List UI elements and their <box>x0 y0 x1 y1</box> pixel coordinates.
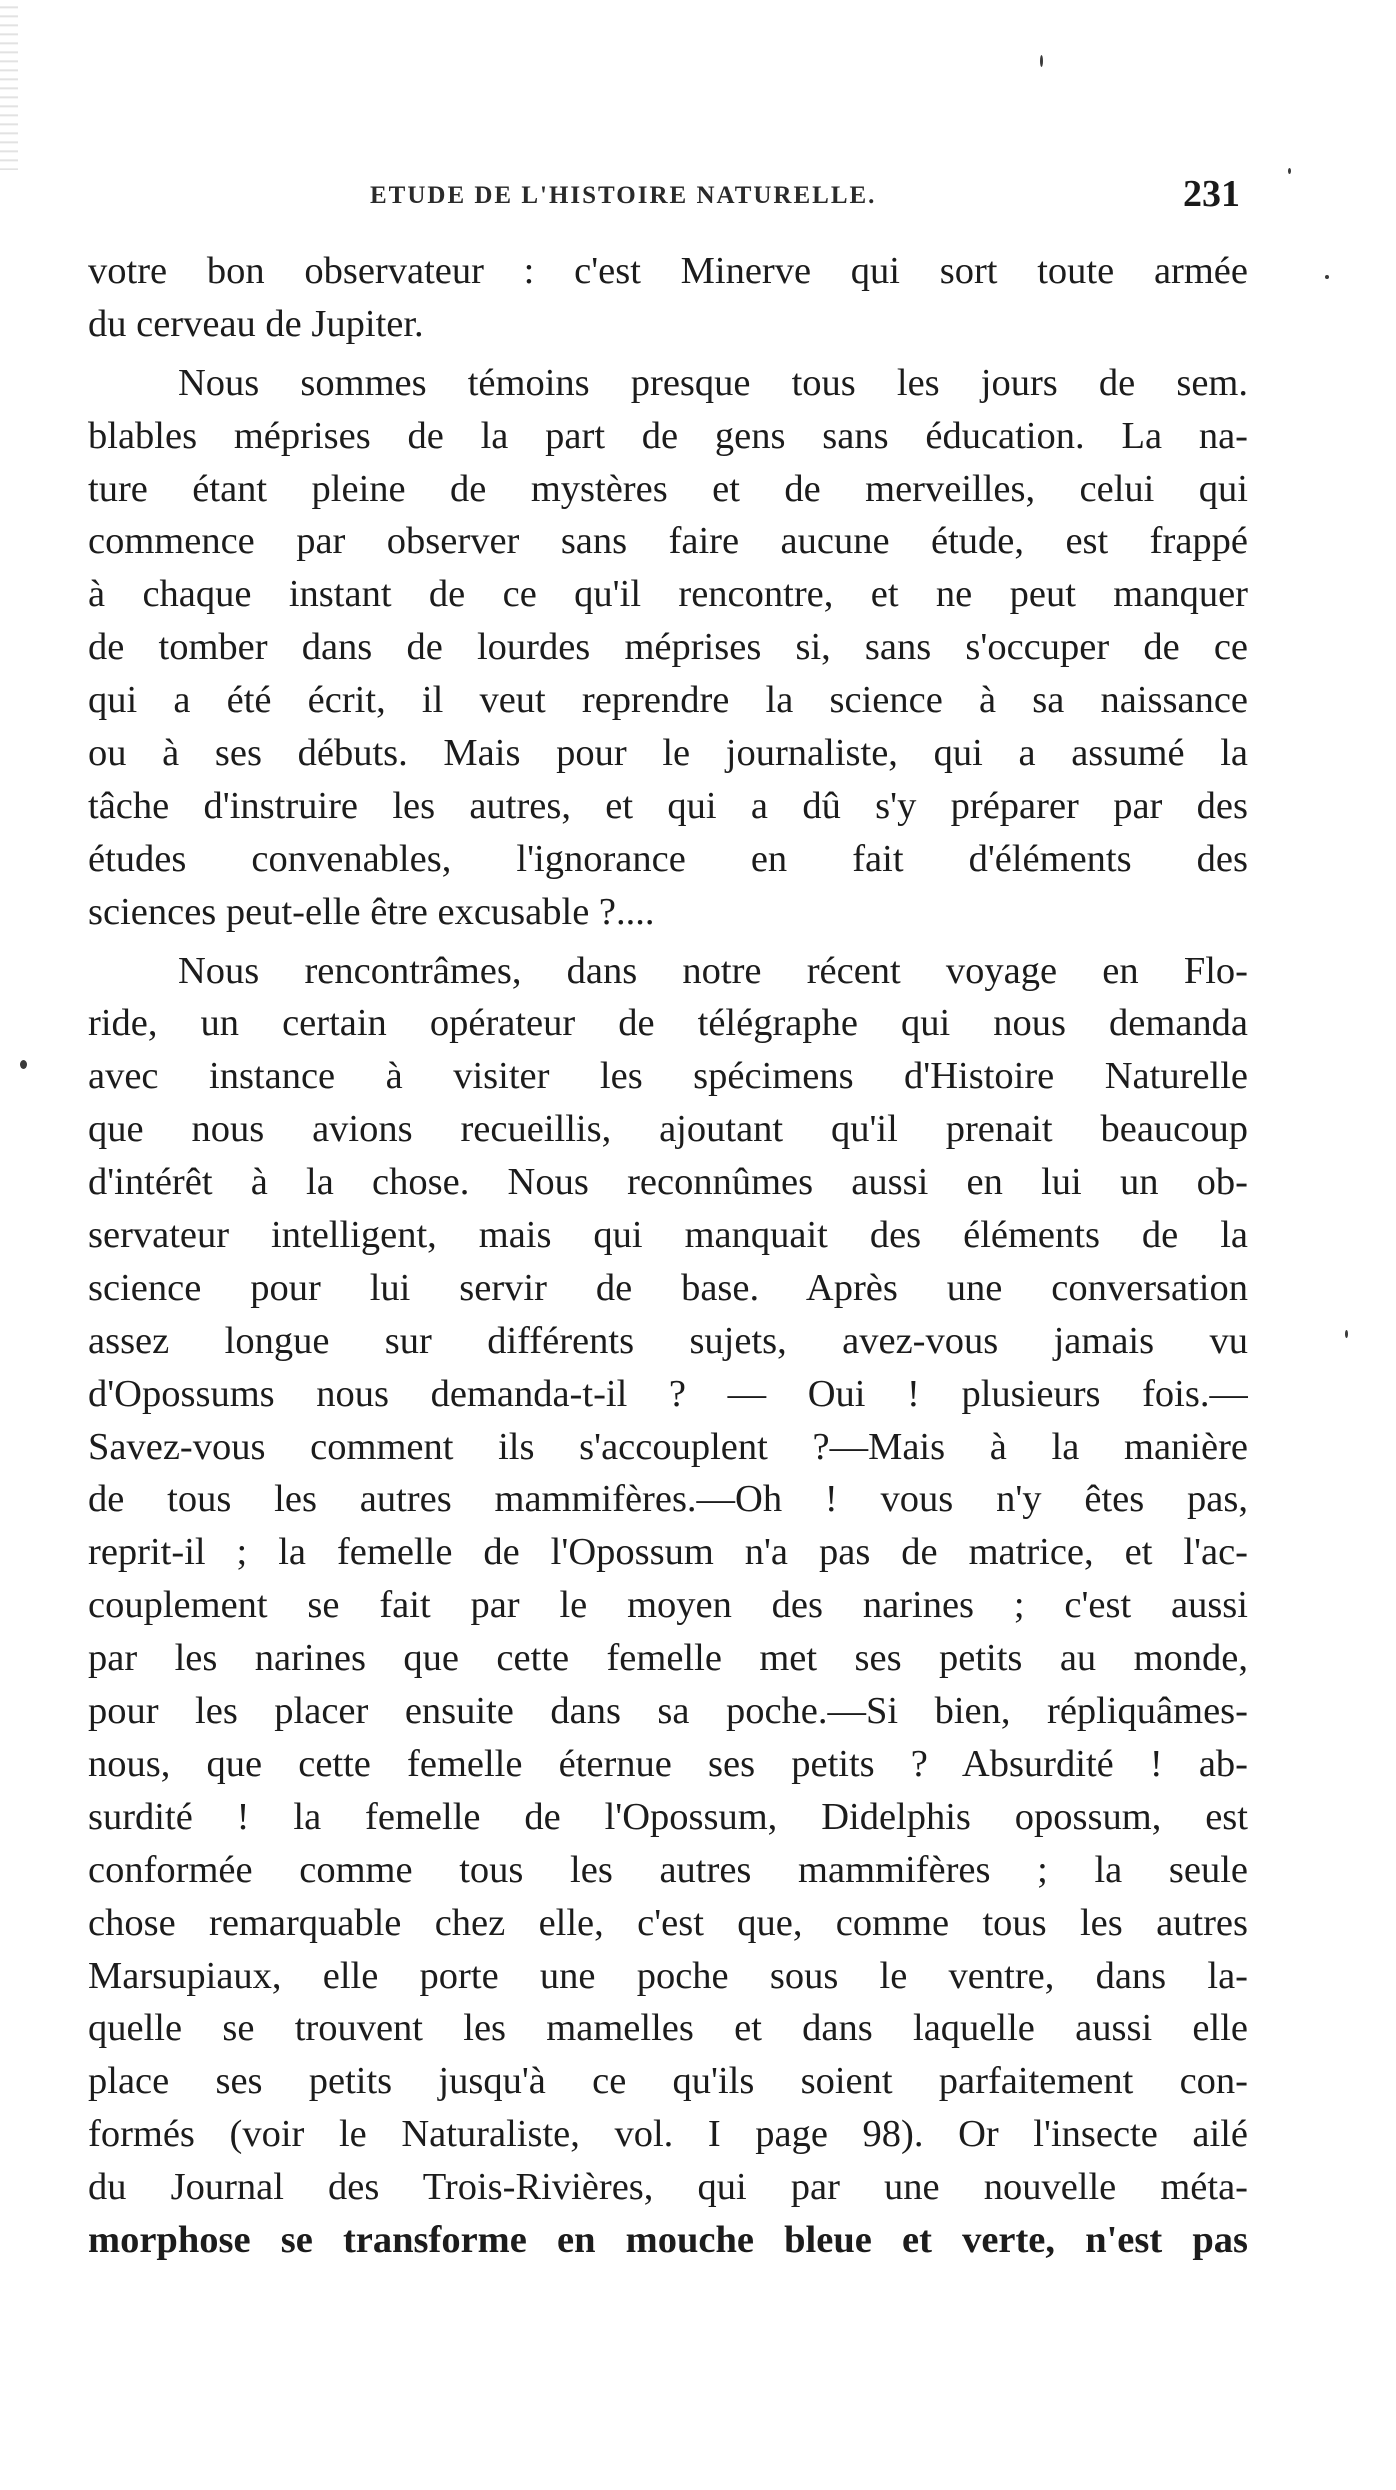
text-line: de tomber dans de lourdes méprises si, sans s'occuper de ce <box>88 626 1248 669</box>
ink-speck <box>1325 275 1329 279</box>
scan-edge-noise <box>0 0 18 170</box>
text-line: pour les placer ensuite dans sa poche.—Si bien, répliquâmes- <box>88 1690 1248 1733</box>
text-line: blables méprises de la part de gens sans éducation. La na- <box>88 414 1248 457</box>
text-line: de tous les autres mammifères.—Oh ! vous n'y êtes pas, <box>88 1478 1248 1521</box>
text-line: formés (voir le Naturaliste, vol. I page 98). Or l'insecte ailé <box>88 2113 1248 2156</box>
body-text <box>88 245 1248 2267</box>
text-line: Nous sommes témoins presque tous les jours de sem. <box>178 361 1248 404</box>
text-line: science pour lui servir de base. Après une conversation <box>88 1266 1248 1309</box>
text-line: du cerveau de Jupiter. <box>88 302 424 345</box>
text-line: par les narines que cette femelle met ses petits au monde, <box>88 1637 1248 1680</box>
text-line: servateur intelligent, mais qui manquait des éléments de la <box>88 1214 1248 1257</box>
text-line: nous, que cette femelle éternue ses petits ? Absurdité ! ab- <box>88 1742 1248 1785</box>
text-line: du Journal des Trois-Rivières, qui par une nouvelle méta- <box>88 2166 1248 2209</box>
text-line: sciences peut-elle être excusable ?.... <box>88 890 655 933</box>
text-line: que nous avions recueillis, ajoutant qu'il prenait beaucoup <box>88 1108 1248 1151</box>
running-head: ETUDE DE L'HISTOIRE NATURELLE. <box>370 182 877 209</box>
text-line: avec instance à visiter les spécimens d'Histoire Naturelle <box>88 1055 1248 1098</box>
text-line: place ses petits jusqu'à ce qu'ils soient parfaitement con- <box>88 2060 1248 2103</box>
text-line: à chaque instant de ce qu'il rencontre, et ne peut manquer <box>88 573 1248 616</box>
text-line: Savez-vous comment ils s'accouplent ?—Mais à la manière <box>88 1425 1248 1468</box>
ink-speck <box>1288 168 1291 174</box>
text-line: ture étant pleine de mystères et de merveilles, celui qui <box>88 467 1248 510</box>
ink-speck <box>1040 55 1043 67</box>
text-line: d'intérêt à la chose. Nous reconnûmes aussi en lui un ob- <box>88 1161 1248 1204</box>
text-line: chose remarquable chez elle, c'est que, comme tous les autres <box>88 1901 1248 1944</box>
text-line: reprit-il ; la femelle de l'Opossum n'a pas de matrice, et l'ac- <box>88 1531 1248 1574</box>
text-line: surdité ! la femelle de l'Opossum, Didelphis opossum, est <box>88 1795 1248 1838</box>
text-line: Nous rencontrâmes, dans notre récent voyage en Flo- <box>178 949 1248 992</box>
page-header <box>90 172 1240 222</box>
ink-speck <box>20 1060 27 1069</box>
text-line: tâche d'instruire les autres, et qui a dû s'y préparer par des <box>88 784 1248 827</box>
text-line: commence par observer sans faire aucune étude, est frappé <box>88 520 1248 563</box>
text-line: conformée comme tous les autres mammifères ; la seule <box>88 1848 1248 1891</box>
text-line: d'Opossums nous demanda-t-il ? — Oui ! plusieurs fois.— <box>88 1372 1248 1415</box>
text-line: votre bon observateur : c'est Minerve qui sort toute armée <box>88 250 1248 292</box>
text-line: études convenables, l'ignorance en fait d'éléments des <box>88 837 1248 880</box>
page-number: 231 <box>1183 173 1240 215</box>
ink-speck <box>1345 1330 1348 1338</box>
text-line: qui a été écrit, il veut reprendre la science à sa naissance <box>88 679 1248 722</box>
text-line: ride, un certain opérateur de télégraphe qui nous demanda <box>88 1002 1248 1045</box>
text-line: ou à ses débuts. Mais pour le journaliste, qui a assumé la <box>88 732 1248 775</box>
text-line: assez longue sur différents sujets, avez-vous jamais vu <box>88 1319 1248 1362</box>
text-line: couplement se fait par le moyen des narines ; c'est aussi <box>88 1584 1248 1627</box>
text-line: morphose se transforme en mouche bleue et verte, n'est pas <box>88 2218 1248 2261</box>
text-line: quelle se trouvent les mamelles et dans laquelle aussi elle <box>88 2007 1248 2050</box>
text-line: Marsupiaux, elle porte une poche sous le ventre, dans la- <box>88 1954 1248 1997</box>
